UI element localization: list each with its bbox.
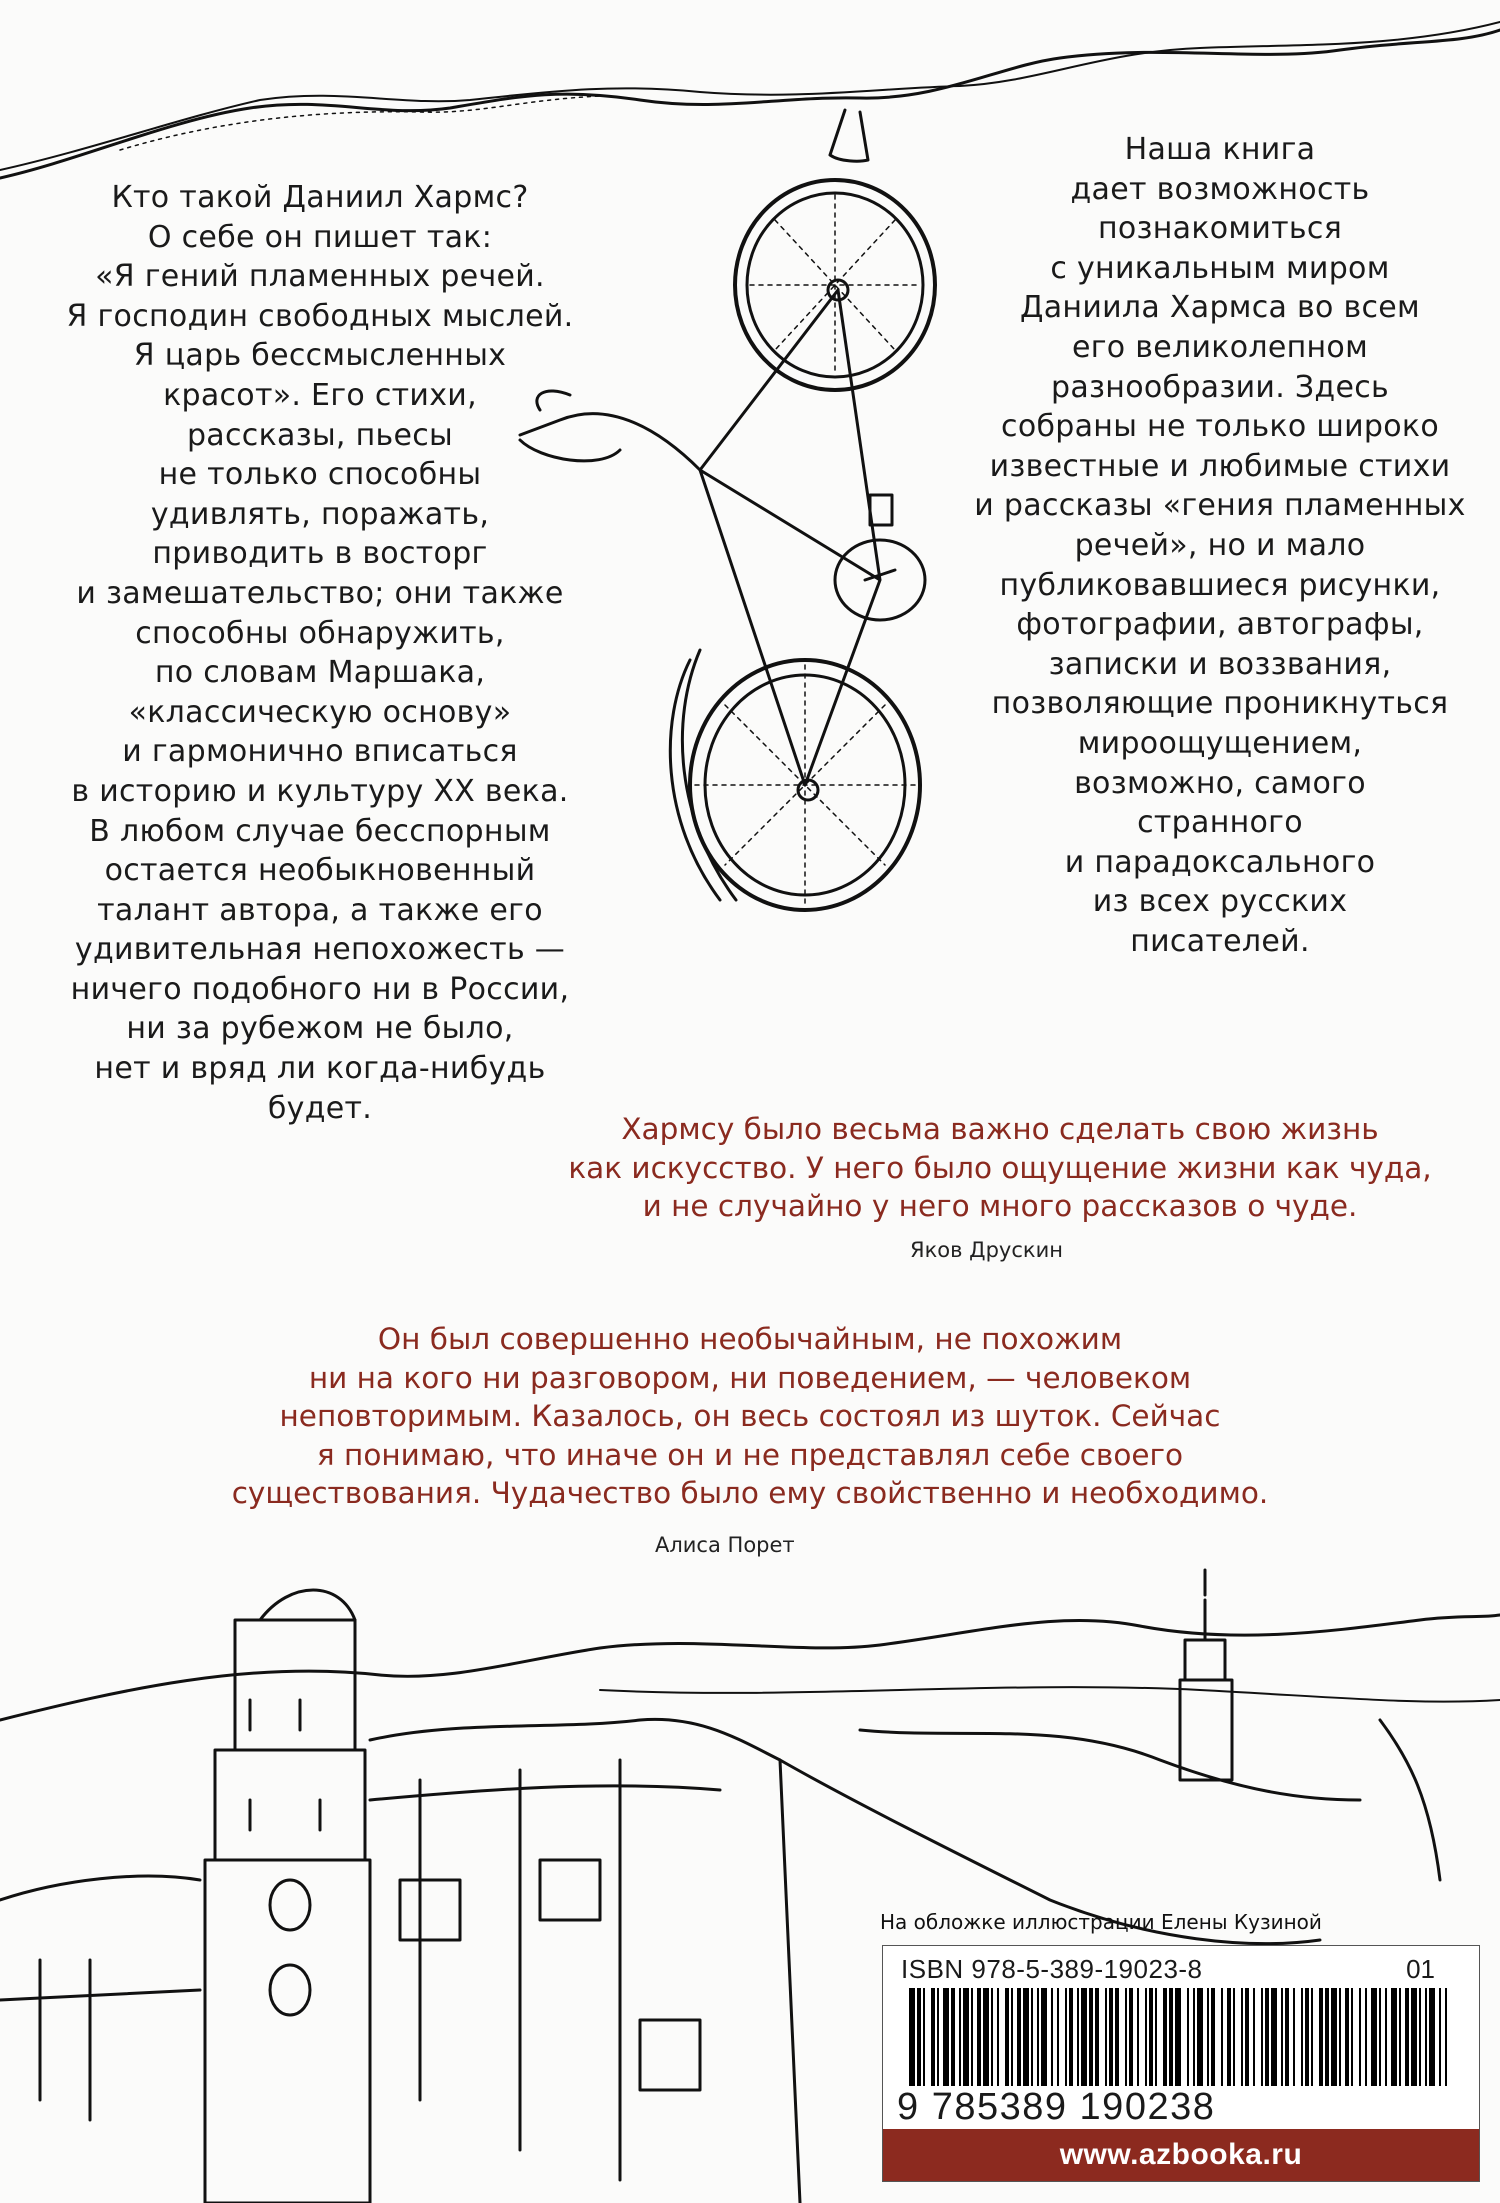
text-line: приводить в восторг [152, 536, 488, 572]
barcode-bar [1193, 1988, 1195, 2086]
barcode-box [882, 1945, 1480, 2182]
barcode-bar [1339, 1988, 1341, 2086]
quote-author: Яков Друскин [910, 1238, 1063, 1262]
text-line: и гармонично вписаться [122, 734, 518, 770]
text-line: красот». Его стихи, [163, 377, 477, 413]
barcode-bar [1425, 1988, 1427, 2086]
text-line: возможно, самого [1074, 765, 1366, 801]
text-line: писателей. [1130, 923, 1310, 959]
text-line: ничего подобного ни в России, [70, 971, 570, 1007]
barcode-bar [1253, 1988, 1255, 2086]
barcode-bar [917, 1988, 921, 2086]
barcode-bars [909, 1988, 1449, 2086]
barcode-bar [1445, 1988, 1447, 2086]
barcode-bar [1115, 1988, 1119, 2086]
barcode-bar [1125, 1988, 1127, 2086]
barcode-bar [1017, 1988, 1021, 2086]
barcode-bar [1385, 1988, 1387, 2086]
text-line: Я господин свободных мыслей. [66, 298, 574, 334]
text-line: публиковавшиеся рисунки, [999, 567, 1441, 603]
text-line: Наша книга [1124, 132, 1316, 167]
barcode-bar [951, 1988, 955, 2086]
barcode-bar [1089, 1988, 1093, 2086]
text-line: с уникальным миром [1050, 250, 1390, 286]
barcode-bar [1065, 1988, 1067, 2086]
barcode-bar [1137, 1988, 1139, 2086]
text-line: талант автора, а также его [97, 892, 543, 928]
quote-druskin [560, 1110, 1440, 1226]
barcode-bar [959, 1988, 961, 2086]
text-line: Я царь бессмысленных [133, 338, 507, 374]
barcode-bar [1095, 1988, 1099, 2086]
barcode-bar [1037, 1988, 1039, 2086]
barcode-bar [1285, 1988, 1289, 2086]
barcode-bar [1371, 1988, 1377, 2086]
barcode-bar [1145, 1988, 1147, 2086]
barcode-bar [943, 1988, 949, 2086]
barcode-bar [1149, 1988, 1153, 2086]
barcode-bar [1429, 1988, 1435, 2086]
barcode-bar [1351, 1988, 1353, 2086]
barcode-bar [971, 1988, 973, 2086]
barcode-bar [931, 1988, 935, 2086]
quote-line: я понимаю, что иначе он и не представлял себе своего [316, 1437, 1184, 1472]
website-link[interactable]: www.azbooka.ru [883, 2129, 1479, 2181]
barcode-bar [1077, 1988, 1079, 2086]
barcode-bar [1301, 1988, 1303, 2086]
text-line: мироощущением, [1077, 725, 1363, 761]
text-line: «классическую основу» [128, 694, 512, 730]
barcode-bar [1305, 1988, 1309, 2086]
issue-number: 01 [1406, 1954, 1435, 1984]
barcode-bar [1211, 1988, 1215, 2086]
quote-line: существования. Чудачество было ему свойственно и необходимо. [231, 1476, 1269, 1510]
barcode-bar [1057, 1988, 1059, 2086]
barcode-bar [1411, 1988, 1417, 2086]
illustration-credit: На обложке иллюстрации Елены Кузиной [880, 1910, 1322, 1934]
barcode-bar [1399, 1988, 1401, 2086]
barcode-bar [1391, 1988, 1397, 2086]
text-line: и рассказы «гения пламенных [974, 488, 1466, 524]
barcode-bar [1419, 1988, 1421, 2086]
barcode-digits: 9 785389 190238 [897, 2086, 1216, 2128]
barcode-bar [963, 1988, 969, 2086]
text-line: нет и вряд ли когда-нибудь [94, 1051, 546, 1087]
text-line: и замешательство; они также [76, 575, 564, 611]
barcode-bar [1155, 1988, 1157, 2086]
barcode-bar [1265, 1988, 1269, 2086]
barcode-bar [1163, 1988, 1167, 2086]
text-line: и парадоксального [1064, 844, 1376, 880]
text-line: его великолепном [1071, 329, 1369, 365]
text-line: записки и воззвания, [1048, 646, 1392, 682]
barcode-bar [1031, 1988, 1033, 2086]
text-line: позволяющие проникнуться [991, 686, 1449, 722]
text-line: способны обнаружить, [135, 615, 505, 651]
barcode-bar [1325, 1988, 1329, 2086]
right-text-block [960, 130, 1480, 961]
text-line: из всех русских [1092, 884, 1348, 920]
barcode-bar [1271, 1988, 1277, 2086]
barcode-bar [923, 1988, 925, 2086]
quote-poret [150, 1320, 1350, 1513]
barcode-bar [1051, 1988, 1053, 2086]
quote-line: и не случайно у него много рассказов о чуде. [642, 1189, 1358, 1223]
text-line: не только способны [158, 457, 482, 493]
barcode-bar [1187, 1988, 1189, 2086]
text-line: по словам Маршака, [154, 655, 486, 691]
barcode-bar [1005, 1988, 1009, 2086]
text-line: речей», но и мало [1074, 527, 1366, 563]
text-line: известные и любимые стихи [989, 448, 1451, 484]
barcode-bar [1105, 1988, 1107, 2086]
barcode-bar [1439, 1988, 1441, 2086]
barcode-bar [1311, 1988, 1313, 2086]
text-line: разнообразии. Здесь [1051, 369, 1389, 405]
text-line: О себе он пишет так: [147, 219, 493, 255]
barcode-bar [991, 1988, 993, 2086]
barcode-bar [1011, 1988, 1013, 2086]
text-line: собраны не только широко [1001, 409, 1439, 445]
barcode-bar [1175, 1988, 1181, 2086]
barcode-bar [1245, 1988, 1249, 2086]
barcode-bar [983, 1988, 989, 2086]
barcode-bar [1169, 1988, 1173, 2086]
barcode-bar [937, 1988, 939, 2086]
quote-line: неповторимым. Казалось, он весь состоял из шуток. Сейчас [279, 1399, 1221, 1433]
quote-line: ни на кого ни разговором, ни поведением, — человеком [308, 1360, 1192, 1395]
text-line: ни за рубежом не было, [126, 1011, 514, 1047]
barcode-bar [1197, 1988, 1203, 2086]
barcode-bar [1227, 1988, 1231, 2086]
quote-line: Он был совершенно необычайным, не похожим [377, 1322, 1123, 1356]
barcode-bar [1345, 1988, 1349, 2086]
quote-line: как искусство. У него было ощущение жизни как чуда, [568, 1150, 1432, 1185]
text-line: остается необыкновенный [104, 853, 536, 889]
text-line: в историю и культуру XX века. [71, 773, 569, 809]
text-line: рассказы, пьесы [186, 417, 454, 453]
text-line: Кто такой Даниил Хармс? [111, 180, 529, 215]
text-line: В любом случае бесспорным [89, 813, 551, 849]
text-line: будет. [267, 1090, 373, 1126]
barcode-bar [1023, 1988, 1029, 2086]
text-line: удивлять, поражать, [150, 496, 490, 532]
barcode-bar [997, 1988, 999, 2086]
barcode-bar [1405, 1988, 1409, 2086]
barcode-bar [1293, 1988, 1295, 2086]
barcode-bar [1041, 1988, 1047, 2086]
barcode-bar [1109, 1988, 1113, 2086]
barcode-bar [977, 1988, 981, 2086]
quote-line: Хармсу было весьма важно сделать свою жизнь [621, 1112, 1379, 1146]
barcode-bar [1281, 1988, 1283, 2086]
barcode-bar [1069, 1988, 1073, 2086]
text-line: «Я гений пламенных речей. [95, 259, 545, 295]
barcode-bar [1233, 1988, 1235, 2086]
barcode-bar [1207, 1988, 1209, 2086]
isbn-label: ISBN 978-5-389-19023-8 [901, 1954, 1203, 1984]
barcode-bar [1241, 1988, 1243, 2086]
barcode-bar [1331, 1988, 1337, 2086]
barcode-bar [1081, 1988, 1087, 2086]
barcode-bar [1129, 1988, 1133, 2086]
barcode-bar [1319, 1988, 1323, 2086]
barcode-bar [1379, 1988, 1381, 2086]
barcode-bar [1221, 1988, 1223, 2086]
barcode-bar [909, 1988, 915, 2086]
text-line: Даниила Хармса во всем [1020, 290, 1420, 326]
text-line: фотографии, автографы, [1016, 607, 1424, 643]
barcode-bar [1359, 1988, 1361, 2086]
text-line: странного [1137, 805, 1303, 841]
text-line: удивительная непохожесть — [74, 932, 566, 968]
text-line: дает возможность [1070, 171, 1370, 207]
text-line: познакомиться [1097, 211, 1343, 247]
left-text-block [40, 178, 600, 1128]
barcode-bar [1261, 1988, 1263, 2086]
quote-author: Алиса Порет [655, 1533, 795, 1557]
barcode-bar [1365, 1988, 1367, 2086]
